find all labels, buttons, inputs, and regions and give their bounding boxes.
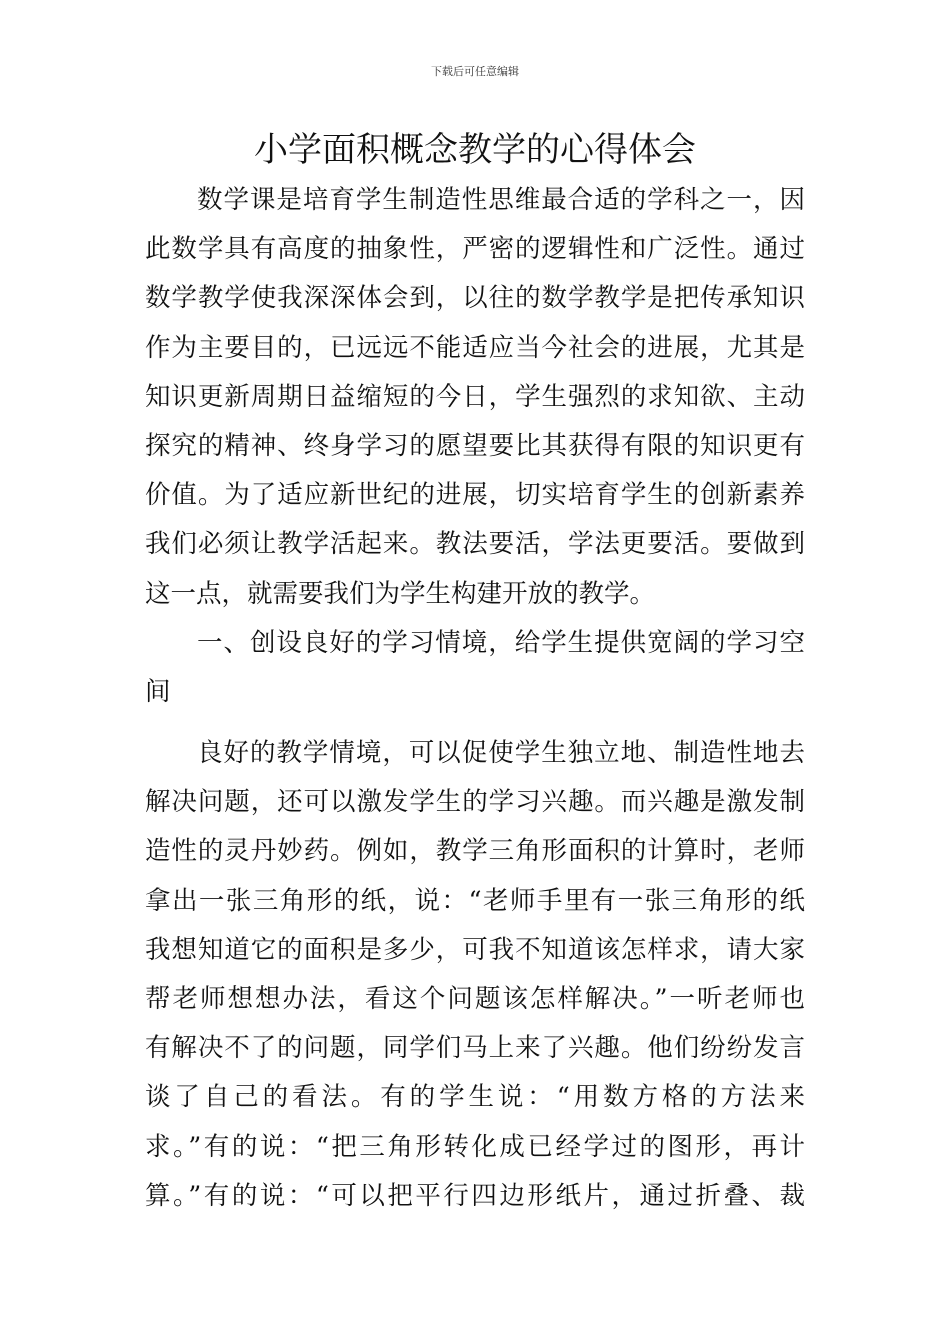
- text-line: 作为主要目的，已远远不能适应当今社会的进展，尤其是: [145, 332, 805, 363]
- text-line: 我们必须让教学活起来。教法要活，学法更要活。要做到: [145, 529, 805, 560]
- text-line: 知识更新周期日益缩短的今日，学生强烈的求知欲、主动: [145, 381, 805, 412]
- text-line: 数学教学使我深深体会到，以往的数学教学是把传承知识: [145, 283, 805, 314]
- text-line: 拿出一张三角形的纸，说：“老师手里有一张三角形的纸: [145, 885, 805, 916]
- text-line: 良好的教学情境，可以促使学生独立地、制造性地去: [197, 738, 805, 769]
- text-line: 解决问题，还可以激发学生的学习兴趣。而兴趣是激发制: [145, 787, 805, 818]
- text-line: 此数学具有高度的抽象性，严密的逻辑性和广泛性。通过: [145, 234, 805, 265]
- text-line: 有解决不了的问题，同学们马上来了兴趣。他们纷纷发言: [145, 1033, 805, 1064]
- text-line: 算。”有的说：“可以把平行四边形纸片，通过折叠、裁: [145, 1180, 805, 1211]
- section-heading-line: 一、创设良好的学习情境，给学生提供宽阔的学习空: [197, 627, 805, 658]
- text-line: 造性的灵丹妙药。例如，教学三角形面积的计算时，老师: [145, 836, 805, 867]
- text-line: 求。”有的说：“把三角形转化成已经学过的图形，再计: [145, 1131, 805, 1162]
- page-header: 下载后可任意编辑: [431, 65, 519, 78]
- text-line: 我想知道它的面积是多少，可我不知道该怎样求，请大家: [145, 934, 805, 965]
- section-heading-line: 间: [145, 676, 171, 707]
- paragraph-gap: [145, 717, 805, 729]
- text-line: 数学课是培育学生制造性思维最合适的学科之一，因: [197, 185, 805, 215]
- text-line: 探究的精神、终身学习的愿望要比其获得有限的知识更有: [145, 430, 805, 461]
- text-line: 价值。为了适应新世纪的进展，切实培育学生的创新素养: [145, 480, 805, 511]
- document-title: 小学面积概念教学的心得体会: [254, 130, 696, 170]
- text-line: 谈了自己的看法。有的学生说：“用数方格的方法来: [145, 1082, 805, 1113]
- text-line: 帮老师想想办法，看这个问题该怎样解决。”一听老师也: [145, 984, 805, 1014]
- document-body: [145, 176, 805, 1221]
- text-line: 这一点，就需要我们为学生构建开放的教学。: [145, 578, 656, 609]
